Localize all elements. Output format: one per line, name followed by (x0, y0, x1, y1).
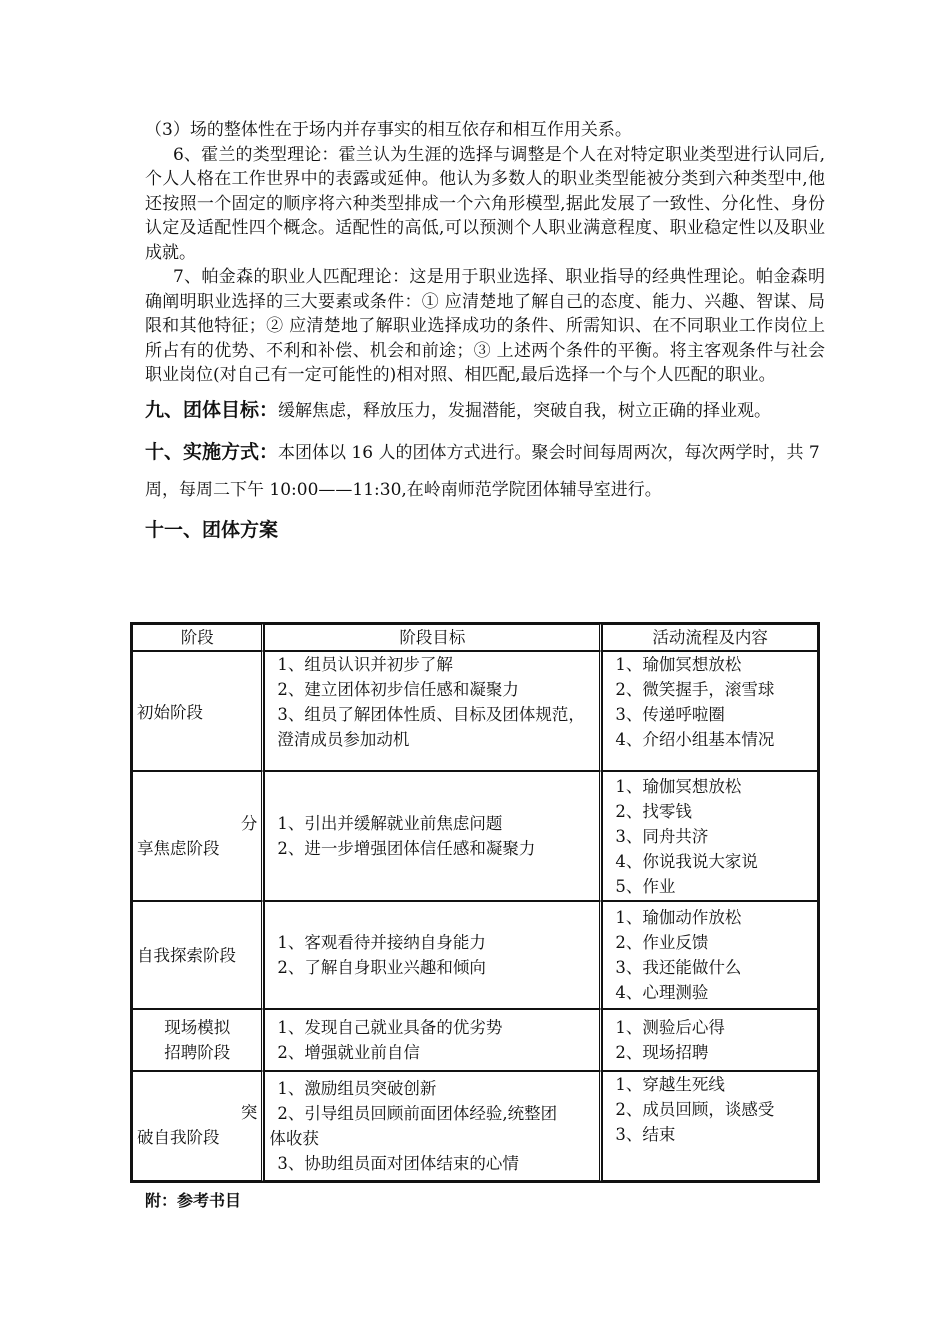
activities-cell (602, 1009, 818, 1071)
goals-cell (264, 651, 602, 771)
activity-item: 2、微笑握手，滚雪球 (615, 680, 775, 699)
activity-item: 1、测验后心得 (615, 1018, 725, 1037)
table-row (132, 771, 818, 901)
stage-label-part: 分 (240, 814, 258, 833)
activity-item: 1、瑜伽冥想放松 (615, 776, 742, 796)
activity-item: 2、找零钱 (615, 801, 692, 821)
activities-cell (602, 901, 818, 1009)
stage-label-part: 现场模拟 (164, 1018, 231, 1037)
activity-item: 1、瑜伽动作放松 (615, 908, 742, 927)
activity-item: 3、传递呼啦圈 (615, 705, 725, 724)
goal-item: 3、组员了解团体性质、目标及团体规范，澄清成员参加动机 (277, 705, 585, 749)
appendix-references: 附：参考书目 (145, 1191, 242, 1210)
paragraph-parsons-theory: 7、帕金森的职业人匹配理论：这是用于职业选择、职业指导的经典性理论。帕金森明确阐明职业选择的三大要素或条件：① 应清楚地了解自己的态度、能力、兴趣、智谋、局限和其他特征；② 应清楚地了解职业选择成功的条件、所需知识、在不同职业工作岗位上所占有的优势、不利和补偿、机会和前途；③ 上述两个条件的平衡。将主客观条件与社会职业岗位(对自己有一定可能性的)相对照、相匹配,最后选择一个与个人匹配的职业。 (145, 267, 825, 385)
activity-item: 2、作业反馈 (615, 933, 709, 952)
paragraph-field-theory: （3）场的整体性在于场内并存事实的相互依存和相互作用关系。 (145, 120, 632, 140)
stage-label-part: 享焦虑阶段 (137, 839, 220, 858)
goal-item: 1、激励组员突破创新 (277, 1079, 437, 1098)
activity-item: 5、作业 (615, 876, 676, 896)
goal-item: 2、建立团体初步信任感和凝聚力 (277, 680, 519, 699)
goal-item: 2、了解自身职业兴趣和倾向 (277, 958, 486, 977)
table-header-row (132, 624, 818, 651)
activity-item: 1、穿越生死线 (615, 1075, 725, 1094)
activity-item: 3、结束 (615, 1125, 676, 1144)
group-plan-table (130, 622, 820, 1183)
activities-cell (602, 651, 818, 771)
section-implementation (145, 434, 825, 509)
section-group-goal-heading: 九、团体目标： (145, 398, 279, 421)
table-row (132, 651, 818, 771)
section-group-goal-text: 缓解焦虑，释放压力，发掘潜能，突破自我，树立正确的择业观。 (278, 400, 772, 421)
section-implementation-text: 本团体以 16 人的团体方式进行。聚会时间每周两次，每次两学时，共 7 周，每周二下午 10:00——11:30,在岭南师范学院团体辅导室进行。 (145, 442, 820, 500)
activity-item: 4、你说我说大家说 (615, 851, 758, 871)
header-activities: 活动流程及内容 (602, 624, 818, 651)
stage-label: 初始阶段 (137, 703, 203, 722)
header-stage: 阶段 (132, 624, 264, 651)
goal-item: 1、客观看待并接纳自身能力 (277, 933, 486, 952)
stage-cell (132, 1009, 264, 1071)
goal-item: 2、进一步增强团体信任感和凝聚力 (277, 839, 536, 858)
stage-label-part: 突 (240, 1103, 258, 1122)
activity-item: 2、现场招聘 (615, 1043, 709, 1062)
stage-cell (132, 771, 264, 901)
goal-item: 2、增强就业前自信 (277, 1043, 420, 1062)
goals-cell (264, 771, 602, 901)
goals-cell (264, 901, 602, 1009)
goals-cell (264, 1071, 602, 1181)
table-row (132, 901, 818, 1009)
activities-cell (602, 1071, 818, 1181)
section-group-goal (145, 392, 825, 430)
goal-item: 2、引导组员回顾前面团体经验,统整团 (277, 1104, 558, 1123)
stage-cell (132, 901, 264, 1009)
header-stage-goal: 阶段目标 (264, 624, 602, 651)
activity-item: 3、我还能做什么 (615, 958, 742, 977)
stage-label: 自我探索阶段 (137, 945, 236, 965)
document-body (145, 118, 825, 549)
activity-item: 2、成员回顾，谈感受 (615, 1100, 775, 1119)
activities-cell (602, 771, 818, 901)
stage-cell (132, 651, 264, 771)
goal-item: 1、引出并缓解就业前焦虑问题 (277, 814, 503, 833)
goal-item: 3、协助组员面对团体结束的心情 (277, 1154, 519, 1173)
goals-cell (264, 1009, 602, 1071)
goal-item: 1、组员认识并初步了解 (277, 655, 453, 674)
activity-item: 1、瑜伽冥想放松 (615, 655, 742, 674)
activity-item: 3、同舟共济 (615, 826, 709, 846)
activity-item: 4、介绍小组基本情况 (615, 730, 775, 749)
section-group-plan-heading: 十一、团体方案 (145, 518, 279, 541)
goal-item: 体收获 (269, 1129, 319, 1148)
section-implementation-heading: 十、实施方式： (145, 440, 279, 463)
paragraph-holland-theory: 6、霍兰的类型理论：霍兰认为生涯的选择与调整是个人在对特定职业类型进行认同后,个人人格在工作世界中的表露或延伸。他认为多数人的职业类型能被分类到六种类型中,他还按照一个固定的顺序将六种类型排成一个六角形模型,据此发展了一致性、分化性、身份认定及适配性四个概念。适配性的高低,可以预测个人职业满意程度、职业稳定性以及职业成就。 (145, 144, 825, 263)
stage-label-part: 破自我阶段 (137, 1128, 220, 1147)
stage-label-part: 招聘阶段 (164, 1043, 231, 1062)
table-row (132, 1071, 818, 1181)
table-row (132, 1009, 818, 1071)
goal-item: 1、发现自己就业具备的优劣势 (277, 1018, 503, 1037)
activity-item: 4、心理测验 (615, 983, 709, 1002)
stage-cell (132, 1071, 264, 1181)
